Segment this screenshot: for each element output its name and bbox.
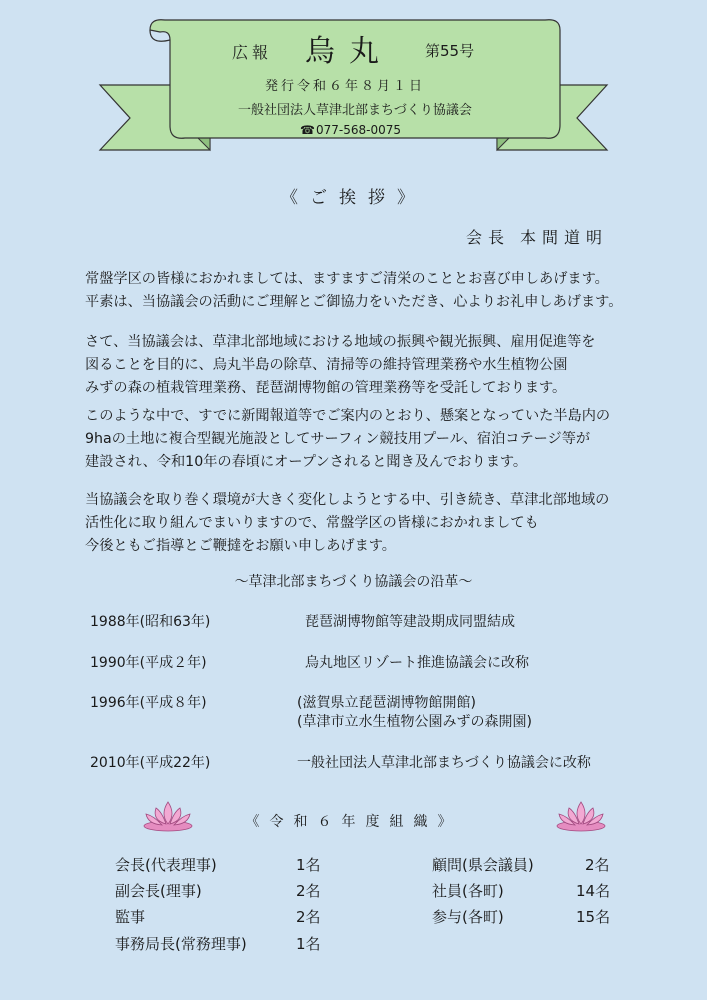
history-year: 1996年(平成８年) bbox=[90, 695, 207, 711]
phone-line bbox=[300, 123, 401, 137]
greeting-heading: 《ご挨拶》 bbox=[281, 188, 426, 208]
org-role: 社員(各町) bbox=[432, 882, 504, 900]
greeting-author bbox=[466, 225, 608, 248]
org-role: 顧問(県会議員) bbox=[432, 856, 534, 874]
history-event: 一般社団法人草津北部まちづくり協議会に改称 bbox=[297, 755, 591, 771]
newsletter-title: 烏丸 bbox=[305, 34, 393, 69]
history-year: 2010年(平成22年) bbox=[90, 755, 211, 771]
org-count: 14名 bbox=[576, 882, 611, 900]
org-count: 2名 bbox=[585, 856, 610, 874]
phone-number: 077-568-0075 bbox=[316, 123, 402, 137]
history-year: 1990年(平成２年) bbox=[90, 655, 207, 671]
org-role: 監事 bbox=[115, 908, 146, 926]
paragraph-line: このような中で、すでに新聞報道等でご案内のとおり、懸案となっていた半島内の bbox=[85, 408, 611, 424]
greeting-paragraph-2 bbox=[85, 331, 695, 400]
org-count: 15名 bbox=[576, 908, 611, 926]
greeting-paragraph-4 bbox=[85, 489, 695, 558]
history-event: 烏丸地区リゾート推進協議会に改称 bbox=[305, 655, 529, 671]
paragraph-line: 当協議会を取り巻く環境が大きく変化しようとする中、引き続き、草津北部地域の bbox=[85, 492, 610, 508]
history-event: (滋賀県立琵琶湖博物館開館) bbox=[297, 695, 476, 711]
koho-label: 広報 bbox=[232, 43, 273, 62]
greeting-paragraph-3 bbox=[85, 405, 695, 474]
paragraph-line: 9haの土地に複合型観光施設としてサーフィン競技用プール、宿泊コテージ等が bbox=[85, 431, 591, 447]
history-event: 琵琶湖博物館等建設期成同盟結成 bbox=[305, 614, 515, 630]
issue-date: 発行令和６年８月１日 bbox=[265, 79, 426, 94]
org-count: 2名 bbox=[296, 908, 321, 926]
paragraph-line: みずの森の植栽管理業務、琵琶湖博物館の管理業務等を受託しております。 bbox=[85, 380, 567, 396]
history-title: ～草津北部まちづくり協議会の沿革～ bbox=[234, 574, 473, 590]
lotus-icon bbox=[553, 798, 609, 832]
telephone-icon: ☎ bbox=[300, 123, 315, 137]
paragraph-line: 図ることを目的に、烏丸半島の除草、清掃等の維持管理業務や水生植物公園 bbox=[85, 357, 568, 373]
org-count: 1名 bbox=[296, 935, 321, 953]
issue-number: 第55号 bbox=[425, 42, 475, 60]
history-event: (草津市立水生植物公園みずの森開園) bbox=[297, 714, 532, 730]
org-role: 参与(各町) bbox=[432, 908, 504, 926]
paragraph-line: 今後ともご指導とご鞭撻をお願い申しあげます。 bbox=[85, 538, 396, 554]
paragraph-line: 平素は、当協議会の活動にご理解とご御協力をいただき、心よりお礼申しあげます。 bbox=[85, 294, 623, 310]
paragraph-line: 建設され、令和10年の春頃にオープンされると聞き及んでおります。 bbox=[85, 454, 528, 470]
history-year: 1988年(昭和63年) bbox=[90, 614, 211, 630]
author-name: 本間道明 bbox=[520, 228, 609, 247]
paragraph-line: さて、当協議会は、草津北部地域における地域の振興や観光振興、雇用促進等を bbox=[85, 334, 596, 350]
author-role: 会長 bbox=[466, 228, 511, 247]
organization-title: 《令和６年度組織》 bbox=[245, 814, 462, 830]
org-count: 2名 bbox=[296, 882, 321, 900]
publisher-org: 一般社団法人草津北部まちづくり協議会 bbox=[238, 103, 472, 118]
greeting-paragraph-1 bbox=[85, 268, 695, 314]
paragraph-line: 活性化に取り組んでまいりますので、常盤学区の皆様におかれましても bbox=[85, 515, 539, 531]
org-role: 事務局長(常務理事) bbox=[115, 935, 247, 953]
org-count: 1名 bbox=[296, 856, 321, 874]
header-banner bbox=[0, 0, 707, 160]
org-role: 会長(代表理事) bbox=[115, 856, 217, 874]
paragraph-line: 常盤学区の皆様におかれましては、ますますご清栄のこととお喜び申しあげます。 bbox=[85, 271, 609, 287]
org-role: 副会長(理事) bbox=[115, 882, 202, 900]
